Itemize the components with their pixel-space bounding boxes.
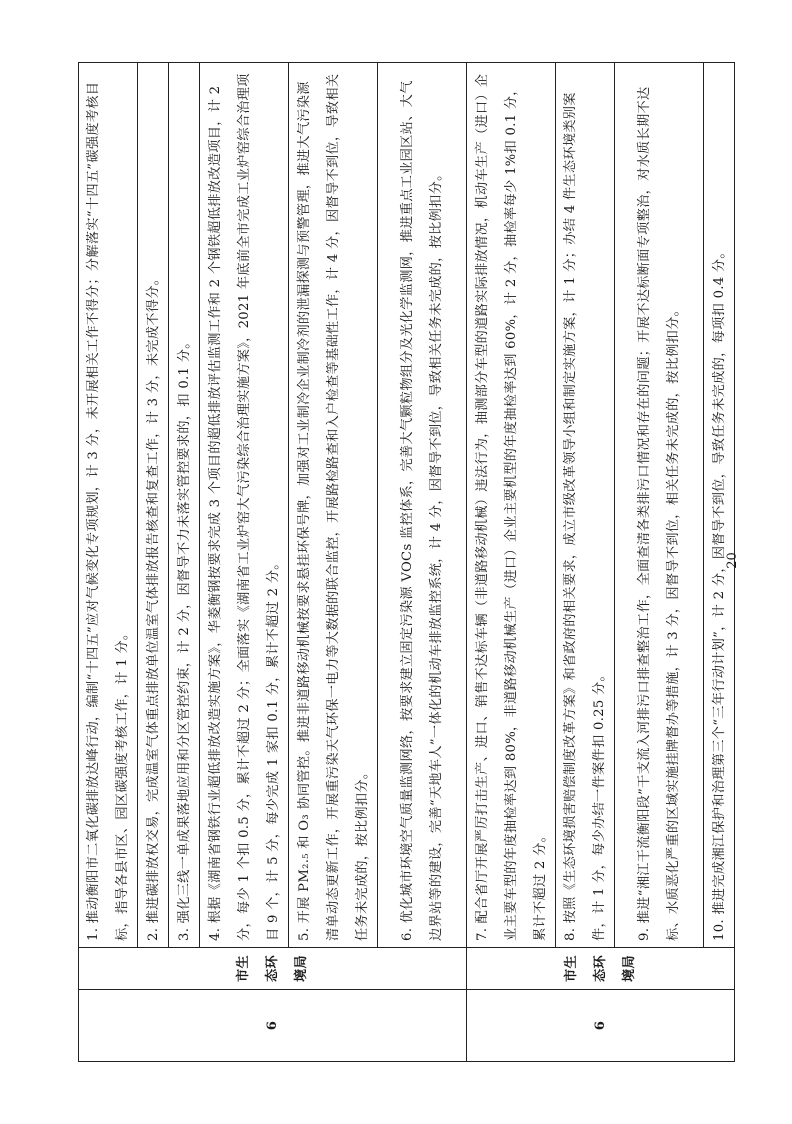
list-item: 4. 根据《湖南省钢铁行业超低排放改造实施方案》，华菱衡钢按要求完成 3 个项目的超低排放评估监测工作和 2 个钢铁超低排放改造项目，计 2 分，每少 1 个扣 0.5 分，累计不超过 2 分；全面落实《湖南省工业炉窑大气污染综合治理实施方案》，2021 年底前全市完成工业炉窑综合治理项目 9 个，计 5 分，每少完成 1 家扣 0.1 分，累计不超过 2 分。	[200, 63, 289, 948]
group2-department: 市生态环境局	[467, 948, 735, 990]
list-item: 2. 推进碳排放权交易，完成温室气体重点排放单位温室气体排放报告核查和复查工作，计 3 分，未完成不得分。	[138, 63, 169, 948]
table-row	[289, 63, 378, 1062]
group2-number: 6	[467, 990, 735, 1062]
table-row	[138, 63, 169, 1062]
page-number: 20	[724, 552, 740, 569]
list-item: 3. 强化三线一单成果落地应用和分区管控约束，计 2 分，因督导不力未落实管控要求的，扣 0.1 分。	[169, 63, 200, 948]
table-row	[200, 63, 289, 1062]
rotated-table-container	[78, 62, 727, 1062]
list-item: 1. 推动衡阳市二氧化碳排放达峰行动，编制“十四五”应对气候变化专项规划，计 3 分，未开展相关工作不得分；分解落实“十四五”碳强度考核目标，指导各县市区、园区碳强度考核工作，计 1 分。	[79, 63, 138, 948]
list-item: 5. 开展 PM₂.₅ 和 O₃ 协同管控。推进非道路移动机械按要求悬挂环保号牌，加强对工业制冷企业制冷剂的泄漏探测与预警管理，推进大气污染源清单动态更新工作，开展重污染天气环保一电力等大数据的联合监控，开展路检路查和入户检查等基础性工作，计 4 分，因督导不到位，导致相关任务未完成的，按比例扣分。	[289, 63, 378, 948]
list-item: 10. 推进完成湘江保护和治理第三个“三年行动计划”，计 2 分，因督导不到位，导致任务未完成的，每项扣 0.4 分。	[704, 63, 735, 948]
table-row	[169, 63, 200, 1062]
list-item: 7. 配合省厅开展严厉打击生产、进口、销售不达标车辆（非道路移动机械）违法行为，抽测部分车型的道路实际排放情况，机动车生产（进口）企业主要车型的年度抽检率达到 80%，非道路移动机械生产（进口）企业主要机型的年度抽检率达到 60%，计 2 分，抽检率每少 1%扣 0.1 分，累计不超过 2 分。	[467, 63, 556, 948]
table-row	[467, 63, 556, 1062]
table-row	[556, 63, 615, 1062]
assessment-table	[78, 62, 735, 1062]
table-row	[378, 63, 467, 1062]
list-item: 9. 推进“湘江干流衡阳段”干支流入河排污口排查整治工作，全面查清各类排污口情况和存在的问题；开展不达标断面专项整治，对水质长期不达标、水质恶化严重的区域实施挂牌督办等措施，计 3 分，因督导不到位，相关任务未完成的，按比例扣分。	[615, 63, 704, 948]
group1-department: 市生态环境局	[79, 948, 467, 990]
list-item: 6. 优化城市环境空气质量监测网络，按要求建立固定污染源 VOCs 监控体系，完善大气颗粒物组分及光化学监测网，推进重点工业园区站、大气边界站等的建设，完善“天地车人”一体化的机动车排放监控系统，计 4 分，因督导不到位，导致相关任务未完成的，按比例扣分。	[378, 63, 467, 948]
list-item: 8. 按照《生态环境损害赔偿制度改革方案》和省政府的相关要求，成立市级改革领导小组和制定实施方案，计 1 分；办结 4 件生态环境类别案件，计 1 分，每少办结一件案件扣 0.25 分。	[556, 63, 615, 948]
table-row	[615, 63, 704, 1062]
table-row	[79, 63, 138, 1062]
group1-number: 6	[79, 990, 467, 1062]
